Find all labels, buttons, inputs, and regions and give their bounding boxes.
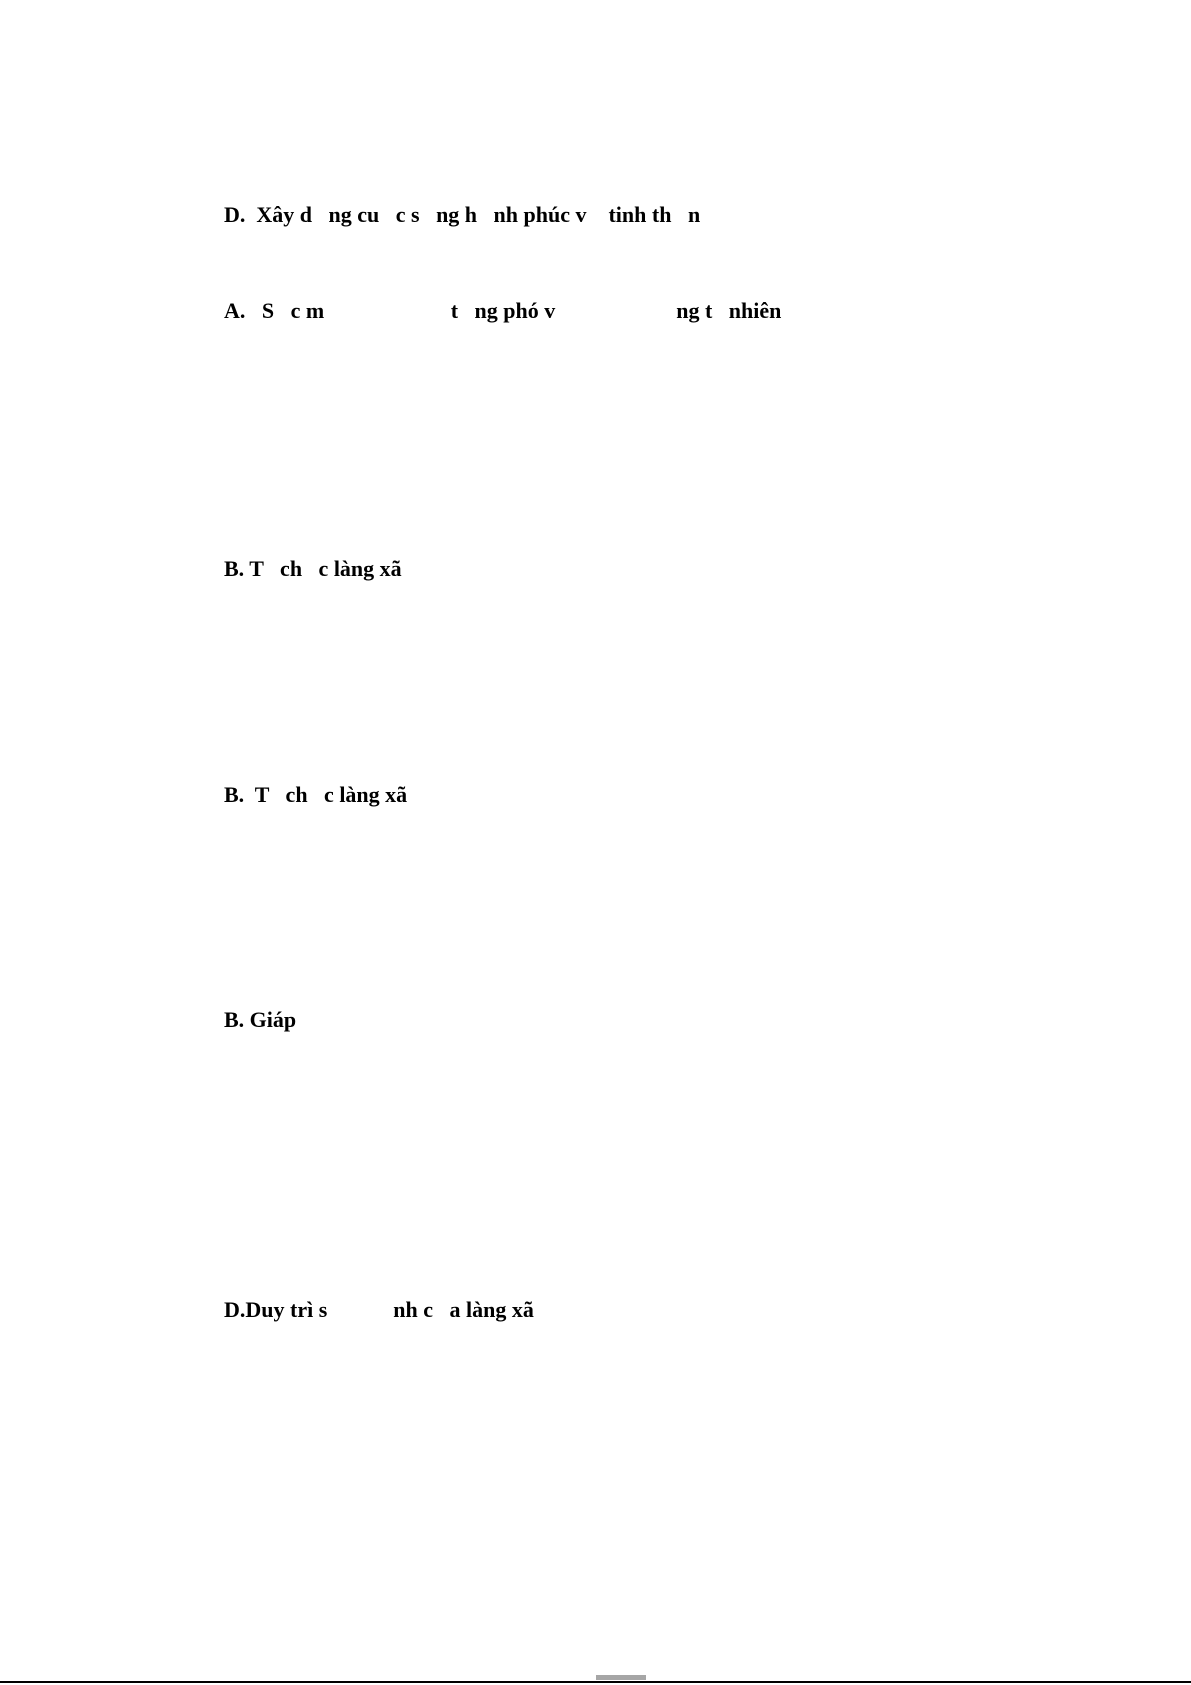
answer-option-4: B. T ch c làng xã — [224, 782, 408, 807]
answer-option-6: D.Duy trì s nh c a làng xã — [224, 1297, 534, 1322]
answer-option-2: A. S c m t ng phó v ng t nhiên — [224, 298, 782, 323]
answer-option-1: D. Xây d ng cu c s ng h nh phúc v tinh th n — [224, 202, 701, 227]
answer-option-5: B. Giáp — [224, 1007, 297, 1032]
answer-option-3: B. T ch c làng xã — [224, 556, 402, 581]
footer-divider — [0, 1681, 1191, 1683]
footer-scan-mark — [596, 1675, 646, 1680]
